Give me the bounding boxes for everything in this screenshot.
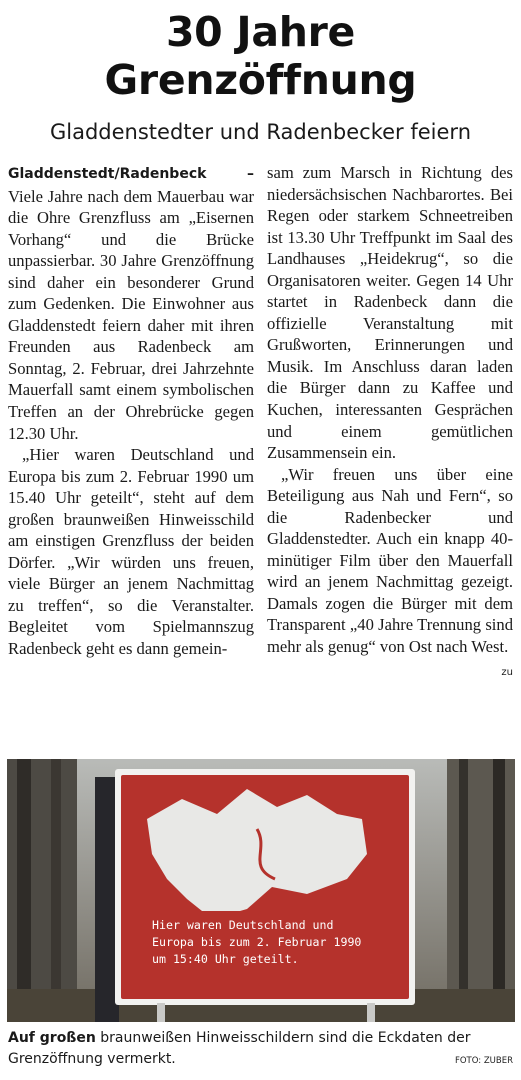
caption-lead: Auf großen	[8, 1030, 96, 1046]
sign-line-1: Hier waren Deutschland und	[152, 918, 334, 932]
headline-line-1: 30 Jahre	[165, 8, 356, 56]
author-initials: zu	[501, 666, 513, 678]
paragraph-3-text: „Wir freuen uns über eine Beteiligung aus Nah und Fern“, so die Radenbecker und Gladdenstedter. Auch ein knapp 40-minütiger Film über den Mauerfall wird an jenem Nachmittag gezeigt. Damals zogen die Bürger mit dem Transparent „40 Jahre Trennung sind mehr als genug“ von Ost nach West.	[267, 464, 513, 657]
paragraph-1-text: Viele Jahre nach dem Mauerbau war die Ohre Grenzfluss am „Eisernen Vorhang“ und die Brücke unpassierbar. 30 Jahre Grenzöffnung sind daher ein besonderer Grund zum Gedenken. Die Einwohner aus Gladdenstedt feiern daher mit ihren Freunden aus Radenbeck am Sonntag, 2. Februar, drei Jahrzehnte Mauerfall samt einem symbolischen Treffen an der Ohrebrücke gegen 12.30 Uhr.	[8, 186, 254, 443]
photo-caption	[8, 1028, 514, 1070]
border-sign-photo	[7, 759, 515, 1022]
headline	[0, 8, 521, 104]
article-photo	[7, 759, 515, 1022]
caption-text: braunweißen Hinweisschildern sind die Eckdaten der Grenzöffnung vermerkt.	[8, 1030, 471, 1067]
paragraph-2-text: „Hier waren Deutschland und Europa bis zum 2. Februar 1990 um 15.40 Uhr geteilt“, steht auf dem großen braunweißen Hinweisschild am einstigen Grenzfluss der beiden Dörfer. „Wir würden uns freuen, viele Bürger an jenem Nachmittag zu treffen“, so die Veranstalter. Begleitet vom Spielmannszug Radenbeck geht es dann gemein-	[8, 445, 254, 659]
paragraph-2-continued: sam zum Marsch in Richtung des niedersächsischen Nachbarortes. Bei Regen oder starkem Schneetreiben ist 13.30 Uhr Treffpunkt im Saal des Landhauses „Heidekrug“, so die Organisatoren weiter. Gegen 14 Uhr startet in Radenbeck dann die offizielle Veranstaltung mit Grußworten, Erinnerungen und Musik. Im Anschluss daran laden die Bürger dann zu Kaffee und Kuchen, interessanten Gesprächen und einem gemütlichen Zusammensein ein.	[267, 163, 513, 463]
dateline: Gladdenstedt/Radenbeck –	[8, 166, 254, 182]
sign-text	[152, 917, 392, 968]
headline-line-2: Grenzöffnung	[104, 56, 417, 104]
subheadline: Gladdenstedter und Radenbecker feiern	[49, 120, 471, 144]
sign-line-3: um 15:40 Uhr geteilt.	[152, 952, 299, 966]
photo-credit: FOTO: ZUBER	[454, 1056, 513, 1066]
article-column-left	[8, 162, 254, 660]
paragraph-2	[8, 444, 254, 659]
paragraph-1	[8, 162, 254, 444]
paragraph-3	[267, 464, 513, 678]
sign-line-2: Europa bis zum 2. Februar 1990	[152, 935, 362, 949]
article-column-right	[267, 162, 513, 683]
